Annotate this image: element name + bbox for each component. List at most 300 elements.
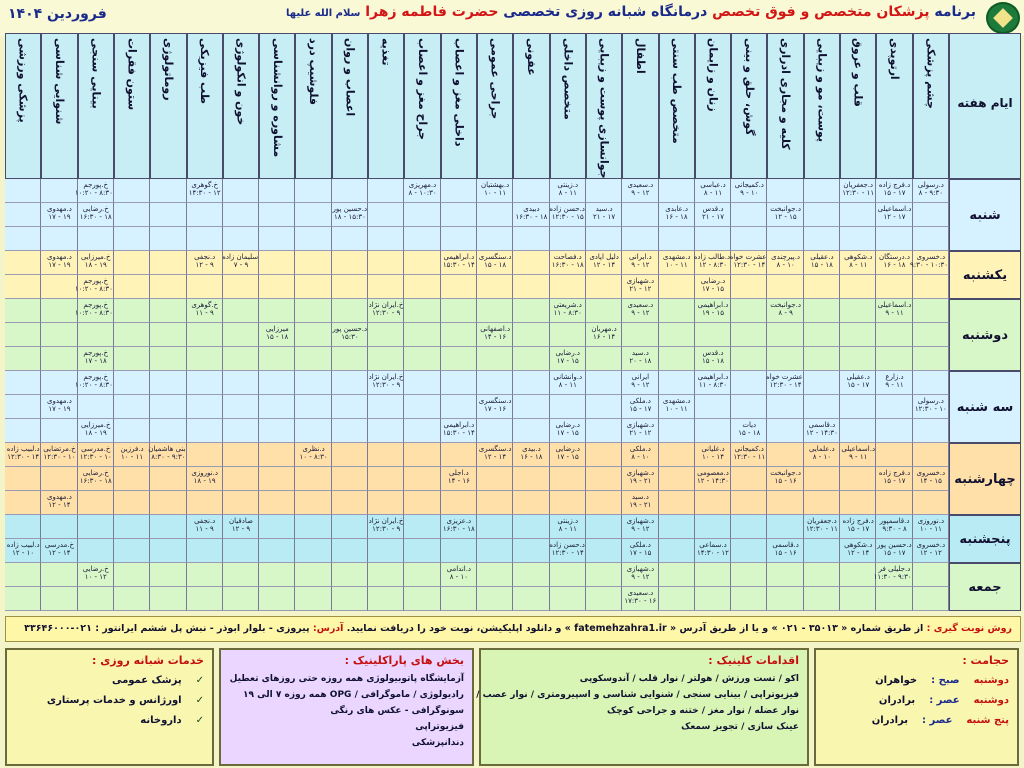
- schedule-cell: [404, 323, 440, 347]
- schedule-cell: [441, 347, 477, 371]
- doctor-name: د.لبیب زاده: [6, 541, 40, 549]
- doctor-entry: [442, 253, 476, 274]
- schedule-cell: [586, 347, 622, 371]
- schedule-cell: [513, 563, 549, 587]
- doctor-name: د.رسولی: [917, 397, 944, 405]
- doctor-entry: [914, 397, 948, 418]
- schedule-cell: [441, 203, 477, 227]
- day-label: چهارشنبه: [949, 443, 1021, 515]
- schedule-cell: [550, 467, 586, 491]
- doctor-hours: ۱۸ - ۱۶: [883, 261, 906, 269]
- doctor-entry: [805, 253, 839, 274]
- schedule-cell: [332, 563, 368, 587]
- doctor-hours: ۱۰ - ۸: [776, 261, 795, 269]
- doctor-name: د.عقیلی: [846, 373, 870, 381]
- schedule-cell: [404, 443, 440, 467]
- schedule-cell: [840, 467, 876, 491]
- doctor-hours: ۱۰ - ۱۲:۳۰: [43, 453, 76, 461]
- schedule-cell: [404, 467, 440, 491]
- doctor-hours: ۱۵:۳۰: [341, 333, 359, 341]
- schedule-cell: [5, 299, 41, 323]
- doctor-hours: ۱۸ - ۱۶:۳۰: [79, 477, 112, 485]
- specialty-header: [586, 33, 622, 179]
- doctor-entry: [841, 517, 875, 538]
- schedule-cell: [513, 587, 549, 611]
- doctor-hours: ۱۸ - ۱۶:۳۰: [79, 213, 112, 221]
- doctor-entry: [877, 373, 911, 394]
- doctor-name: د.شریعتی: [553, 301, 582, 309]
- schedule-cell: [368, 347, 404, 371]
- specialty-label: جراح مغز و اعصاب: [416, 38, 430, 140]
- schedule-cell: [223, 467, 259, 491]
- doctor-name: د.طالب زاده: [693, 253, 731, 261]
- doctor-name: خ.ایران نژاد: [368, 517, 404, 525]
- doctor-hours: ۱۰ - ۹: [740, 189, 759, 197]
- doctor-entry: [768, 301, 802, 322]
- day-label: یکشنبه: [949, 251, 1021, 299]
- doctor-name: د.ابراهیمی: [697, 301, 729, 309]
- schedule-cell: [295, 179, 331, 203]
- schedule-cell: [187, 395, 223, 419]
- doctor-name: د.خسروی: [916, 541, 946, 549]
- day-label: پنجشنبه: [949, 515, 1021, 563]
- doctor-name: د.شکوهی: [844, 253, 873, 261]
- schedule-cell: [804, 467, 840, 491]
- doctor-hours: ۱۱ - ۹: [849, 453, 868, 461]
- specialty-label: عفونی: [524, 38, 538, 76]
- doctor-name: د.مهدوی: [47, 493, 72, 501]
- specialty-header: [150, 33, 186, 179]
- schedule-cell: [659, 443, 695, 467]
- specialty-header: [840, 33, 876, 179]
- hijama-row: پنج شنبه عصر : برادران: [871, 715, 1009, 726]
- specialty-label: پوست، مو و زیبایی: [815, 38, 829, 143]
- hijama-row: دوشنبه صبح : خواهران: [875, 675, 1009, 686]
- doctor-name: د.عباسی: [700, 181, 726, 189]
- schedule-cell: [404, 251, 440, 275]
- hijama-box: حجامت : دوشنبه صبح : خواهران دوشنبه عصر : برادران پنج شنبه عصر : برادران: [814, 648, 1019, 766]
- schedule-cell: [695, 227, 731, 251]
- schedule-cell: [41, 299, 77, 323]
- schedule-cell: [477, 203, 513, 227]
- doctor-entry: [693, 253, 731, 274]
- specialty-label: چشم پزشکی: [924, 38, 938, 109]
- paraclinic-box: بخش های پاراکلینیک : آزمایشگاه پاتوبیولوژی همه روزه حتی روزهای تعطیل رادیولوژی / ماموگرافی / OPG همه روزه ۷ الی ۱۹ سونوگرافی - عکس های رنگی فیزیوتراپی دندانپزشکی: [219, 648, 474, 766]
- specialty-header: [259, 33, 295, 179]
- schedule-cell: [804, 395, 840, 419]
- doctor-hours: ۸:۳۰ - ۱۲: [698, 261, 728, 269]
- doctor-name: د.سعیدی: [627, 589, 654, 597]
- schedule-cell: [913, 491, 949, 515]
- doctor-hours: ۱۹ - ۱۸: [193, 477, 216, 485]
- doctor-hours: ۱۹ - ۱۸: [84, 261, 107, 269]
- doctor-name: دیات: [742, 421, 757, 429]
- schedule-cell: [659, 587, 695, 611]
- specialty-header: [223, 33, 259, 179]
- schedule-cell: [404, 227, 440, 251]
- schedule-cell: [622, 203, 658, 227]
- schedule-cell: [223, 443, 259, 467]
- schedule-cell: [295, 323, 331, 347]
- doctor-entry: [551, 349, 585, 370]
- doctor-name: د.مهریان: [591, 325, 617, 333]
- schedule-cell: [41, 323, 77, 347]
- doctor-hours: ۱۴ - ۱۰: [701, 453, 725, 461]
- doctor-entry: [478, 445, 512, 466]
- schedule-cell: [5, 467, 41, 491]
- doctor-hours: ۱۷ - ۲۱: [701, 213, 725, 221]
- schedule-cell: [731, 299, 767, 323]
- schedule-cell: [5, 563, 41, 587]
- specialty-header: [78, 33, 114, 179]
- doctor-hours: ۹ - ۱۲:۳۰: [372, 381, 401, 389]
- doctor-entry: [623, 181, 657, 202]
- schedule-cell: [150, 395, 186, 419]
- doctor-hours: ۱۴ - ۱۲:۳۰: [769, 381, 802, 389]
- schedule-cell: [550, 323, 586, 347]
- schedule-cell: [368, 203, 404, 227]
- schedule-cell: [913, 275, 949, 299]
- schedule-cell: [513, 323, 549, 347]
- doctor-name: د.قدس: [702, 205, 724, 213]
- specialty-header: [114, 33, 150, 179]
- doctor-hours: ۱۹ - ۱۷: [48, 261, 71, 269]
- doctor-hours: ۱۱ - ۸: [558, 189, 577, 197]
- schedule-cell: [114, 371, 150, 395]
- doctor-name: د.مشهدی: [662, 397, 691, 405]
- doctor-hours: ۱۰:۳۰ - ۹:۳۰: [909, 261, 948, 269]
- schedule-cell: [913, 347, 949, 371]
- schedule-cell: [150, 299, 186, 323]
- day-label: دوشنبه: [949, 299, 1021, 371]
- schedule-cell: [332, 251, 368, 275]
- schedule-cell: [767, 179, 803, 203]
- specialty-header: [5, 33, 41, 179]
- doctor-hours: ۱۷ - ۱۲: [883, 213, 906, 221]
- doctor-entry: [768, 373, 802, 394]
- doctor-entry: [79, 445, 113, 466]
- doctor-name: د.رسولی: [917, 181, 944, 189]
- specialty-header: [767, 33, 803, 179]
- schedule-cell: [259, 419, 295, 443]
- doctor-name: بنی هاشمیان: [148, 445, 186, 453]
- doctor-hours: ۱۴ - ۱۵:۳۰: [442, 429, 475, 437]
- specialty-header: [477, 33, 513, 179]
- specialty-header: [441, 33, 477, 179]
- schedule-cell: [114, 347, 150, 371]
- doctor-name: د.فرج زاده: [878, 469, 911, 477]
- doctor-hours: ۱۴ - ۱۶: [593, 333, 616, 341]
- schedule-cell: [441, 179, 477, 203]
- schedule-cell: [332, 347, 368, 371]
- schedule-cell: [187, 347, 223, 371]
- doctor-hours: ۹ - ۷: [233, 261, 249, 269]
- schedule-cell: [477, 347, 513, 371]
- doctor-hours: ۱۲ - ۹: [631, 573, 650, 581]
- schedule-cell: [404, 275, 440, 299]
- doctor-hours: ۹ - ۱۱: [195, 525, 214, 533]
- schedule-cell: [114, 467, 150, 491]
- specialty-label: اطفال: [633, 38, 647, 74]
- doctor-entry: [188, 253, 222, 274]
- doctor-name: دبیدی: [523, 205, 540, 213]
- doctor-name: خ.ایران نژاد: [368, 301, 404, 309]
- doctor-entry: [478, 253, 512, 274]
- schedule-cell: [804, 203, 840, 227]
- schedule-cell: [477, 467, 513, 491]
- doctor-hours: ۱۶ - ۱۴: [447, 477, 470, 485]
- schedule-cell: [187, 563, 223, 587]
- doctor-entry: [660, 253, 694, 274]
- schedule-cell: [5, 203, 41, 227]
- doctor-entry: [551, 253, 585, 274]
- schedule-cell: [295, 419, 331, 443]
- schedule-cell: [767, 419, 803, 443]
- doctor-hours: ۸:۳۰ - ۱۱: [553, 309, 582, 317]
- schedule-cell: [586, 395, 622, 419]
- doctor-name: د.ایرانی: [628, 253, 652, 261]
- doctor-name: د.زینتی: [557, 517, 579, 525]
- schedule-cell: [513, 467, 549, 491]
- schedule-cell: [876, 443, 912, 467]
- schedule-cell: [368, 179, 404, 203]
- schedule-cell: [731, 203, 767, 227]
- doctor-hours: ۱۱ - ۱۰: [665, 405, 688, 413]
- schedule-cell: [622, 227, 658, 251]
- schedule-cell: [550, 275, 586, 299]
- doctor-hours: ۱۷ - ۱۵: [847, 381, 870, 389]
- doctor-name: د.ابراهیمی: [443, 421, 475, 429]
- doctor-name: خ.میرزایی: [80, 253, 111, 261]
- doctor-name: د.نجفی: [194, 253, 216, 261]
- doctor-hours: ۱۲ - ۲۱: [629, 285, 652, 293]
- doctor-name: د.مهدوی: [47, 397, 72, 405]
- schedule-cell: [840, 563, 876, 587]
- schedule-cell: [404, 347, 440, 371]
- doctor-hours: ۱۱ - ۱۲:۳۰: [842, 189, 875, 197]
- schedule-cell: [332, 443, 368, 467]
- doctor-hours: ۸:۳۰ - ۱۰:۲۰: [74, 381, 113, 389]
- schedule-cell: [223, 347, 259, 371]
- schedule-cell: [404, 515, 440, 539]
- doctor-entry: [623, 421, 657, 442]
- schedule-cell: [804, 227, 840, 251]
- schedule-cell: [187, 443, 223, 467]
- schedule-cell: [295, 251, 331, 275]
- schedule-cell: [114, 323, 150, 347]
- doctor-hours: ۱۱ - ۸: [558, 381, 577, 389]
- doctor-entry: [478, 397, 512, 418]
- doctor-name: د.عابدی: [665, 205, 689, 213]
- specialty-header: [913, 33, 949, 179]
- doctor-name: د.مشهدی: [662, 253, 691, 261]
- schedule-cell: [332, 275, 368, 299]
- doctor-entry: [768, 205, 802, 226]
- doctor-entry: [623, 565, 657, 586]
- doctor-entry: [841, 373, 875, 394]
- specialty-header: [41, 33, 77, 179]
- schedule-cell: [586, 275, 622, 299]
- doctor-entry: [841, 541, 875, 562]
- schedule-cell: [767, 563, 803, 587]
- doctor-entry: [623, 445, 657, 466]
- schedule-cell: [659, 515, 695, 539]
- schedule-cell: [150, 347, 186, 371]
- specialty-header: [731, 33, 767, 179]
- schedule-cell: [840, 275, 876, 299]
- specialty-label: زنان و زایمان: [706, 38, 720, 112]
- doctor-entry: [805, 445, 839, 466]
- doctor-hours: ۱۰ - ۱۲:۳۰: [914, 405, 947, 413]
- schedule-cell: [404, 563, 440, 587]
- doctor-entry: [623, 589, 657, 610]
- specialty-header: [804, 33, 840, 179]
- schedule-cell: [404, 395, 440, 419]
- specialty-label: مشاوره و روانشناسی: [270, 38, 284, 158]
- doctor-entry: [696, 373, 730, 394]
- doctor-name: د.مهرپزی: [408, 181, 437, 189]
- doctor-name: د.شهبازی: [626, 421, 655, 429]
- schedule-cell: [332, 299, 368, 323]
- doctor-entry: [551, 517, 585, 538]
- doctor-hours: ۱۴ - ۱۲: [593, 261, 616, 269]
- doctor-hours: ۱۰ - ۱۲:۳۰: [79, 453, 112, 461]
- doctor-hours: ۹ - ۱۱: [195, 309, 214, 317]
- doctor-entry: [188, 181, 222, 202]
- schedule-cell: [223, 179, 259, 203]
- schedule-cell: [295, 491, 331, 515]
- doctor-entry: [841, 445, 875, 466]
- doctor-name: د.رضایی: [555, 349, 581, 357]
- doctor-name: میرزایی: [265, 325, 289, 333]
- schedule-cell: [259, 371, 295, 395]
- doctor-name: د.اصفهانی: [480, 325, 511, 333]
- schedule-cell: [78, 323, 114, 347]
- doctor-hours: ۱۱ - ۱۰: [484, 189, 507, 197]
- doctor-entry: [873, 565, 912, 586]
- check-icon: ✓: [195, 695, 204, 706]
- doctor-hours: ۱۲ - ۲۱: [629, 429, 652, 437]
- schedule-cell: [295, 539, 331, 563]
- schedule-cell: [5, 515, 41, 539]
- schedule-cell: [913, 443, 949, 467]
- doctor-name: د.بیدی: [522, 445, 541, 453]
- doctor-entry: [587, 325, 621, 346]
- schedule-cell: [404, 299, 440, 323]
- schedule-cell: [441, 395, 477, 419]
- schedule-cell: [477, 275, 513, 299]
- schedule-cell: [368, 539, 404, 563]
- schedule-cell: [550, 227, 586, 251]
- doctor-entry: [405, 181, 439, 202]
- specialty-label: طب فیزیکی: [198, 38, 212, 105]
- schedule-cell: [368, 491, 404, 515]
- schedule-cell: [114, 587, 150, 611]
- schedule-cell: [731, 275, 767, 299]
- schedule-cell: [767, 347, 803, 371]
- schedule-cell: [731, 347, 767, 371]
- schedule-cell: [187, 203, 223, 227]
- specialty-header: [332, 33, 368, 179]
- schedule-cell: [368, 323, 404, 347]
- days-header-label: ایام هفته: [957, 96, 1013, 110]
- schedule-cell: [840, 227, 876, 251]
- schedule-cell: [731, 467, 767, 491]
- schedule-cell: [187, 371, 223, 395]
- check-icon: ✓: [195, 715, 204, 726]
- doctor-hours: ۱۵ - ۱۴: [919, 477, 942, 485]
- doctor-name: خ.پورجم: [83, 301, 109, 309]
- doctor-entry: [877, 205, 911, 226]
- specialty-label: ارتوپدی: [888, 38, 902, 80]
- doctor-hours: ۱۱ - ۹: [885, 381, 904, 389]
- doctor-hours: ۱۰ - ۸: [812, 453, 832, 461]
- doctor-hours: ۱۲ - ۱۴:۳۰: [188, 189, 221, 197]
- doctor-entry: [696, 277, 730, 298]
- doctor-hours: ۱۷ - ۱۵: [847, 525, 870, 533]
- doctor-hours: ۱۴ - ۱۲: [48, 501, 71, 509]
- schedule-cell: [513, 491, 549, 515]
- schedule-cell: [5, 491, 41, 515]
- schedule-cell: [513, 227, 549, 251]
- doctor-name: د.رضایی: [555, 445, 581, 453]
- doctor-hours: ۱۵ - ۱۷: [629, 549, 652, 557]
- specialty-header: [187, 33, 223, 179]
- schedule-cell: [477, 371, 513, 395]
- schedule-cell: [41, 347, 77, 371]
- doctor-entry: [587, 253, 621, 274]
- specialty-label: جراحی عمومی: [488, 38, 502, 120]
- schedule-cell: [804, 563, 840, 587]
- doctor-name: د.اسماعیلی: [877, 205, 912, 213]
- doctor-entry: [877, 469, 911, 490]
- doctor-name: د.سماعی: [699, 541, 727, 549]
- doctor-entry: [768, 253, 802, 274]
- schedule-cell: [5, 419, 41, 443]
- doctor-entry: [551, 181, 585, 202]
- specialty-label: ستون فقرات: [125, 38, 139, 111]
- specialty-label: قلب و عروق: [851, 38, 865, 107]
- schedule-cell: [223, 203, 259, 227]
- schedule-cell: [223, 539, 259, 563]
- schedule-cell: [876, 395, 912, 419]
- doctor-name: د.ملکی: [629, 397, 651, 405]
- doctor-name: د.حسین پور: [332, 205, 368, 213]
- schedule-cell: [659, 419, 695, 443]
- doctor-hours: ۱۸ - ۱۵: [738, 429, 761, 437]
- specialty-header: [659, 33, 695, 179]
- doctor-hours: ۱۲ - ۹: [631, 309, 650, 317]
- schedule-cell: [41, 227, 77, 251]
- schedule-cell: [150, 539, 186, 563]
- specialty-header: [404, 33, 440, 179]
- doctor-entry: [42, 541, 76, 562]
- doctor-hours: ۱۴ - ۱۲: [48, 549, 71, 557]
- schedule-cell: [5, 251, 41, 275]
- schedule-cell: [441, 539, 477, 563]
- schedule-cell: [659, 347, 695, 371]
- doctor-hours: ۱۱ - ۹: [885, 309, 904, 317]
- doctor-name: د.سعیدی: [627, 301, 654, 309]
- doctor-entry: [74, 181, 113, 202]
- specialty-header: [368, 33, 404, 179]
- doctor-hours: ۱۱ - ۱۰: [121, 453, 144, 461]
- doctor-hours: ۸:۳۰ - ۱۰:۲۰: [74, 285, 113, 293]
- doctor-entry: [333, 205, 367, 226]
- schedule-cell: [840, 347, 876, 371]
- doctor-entry: [551, 205, 585, 226]
- doctor-name: د.خسروی: [916, 469, 946, 477]
